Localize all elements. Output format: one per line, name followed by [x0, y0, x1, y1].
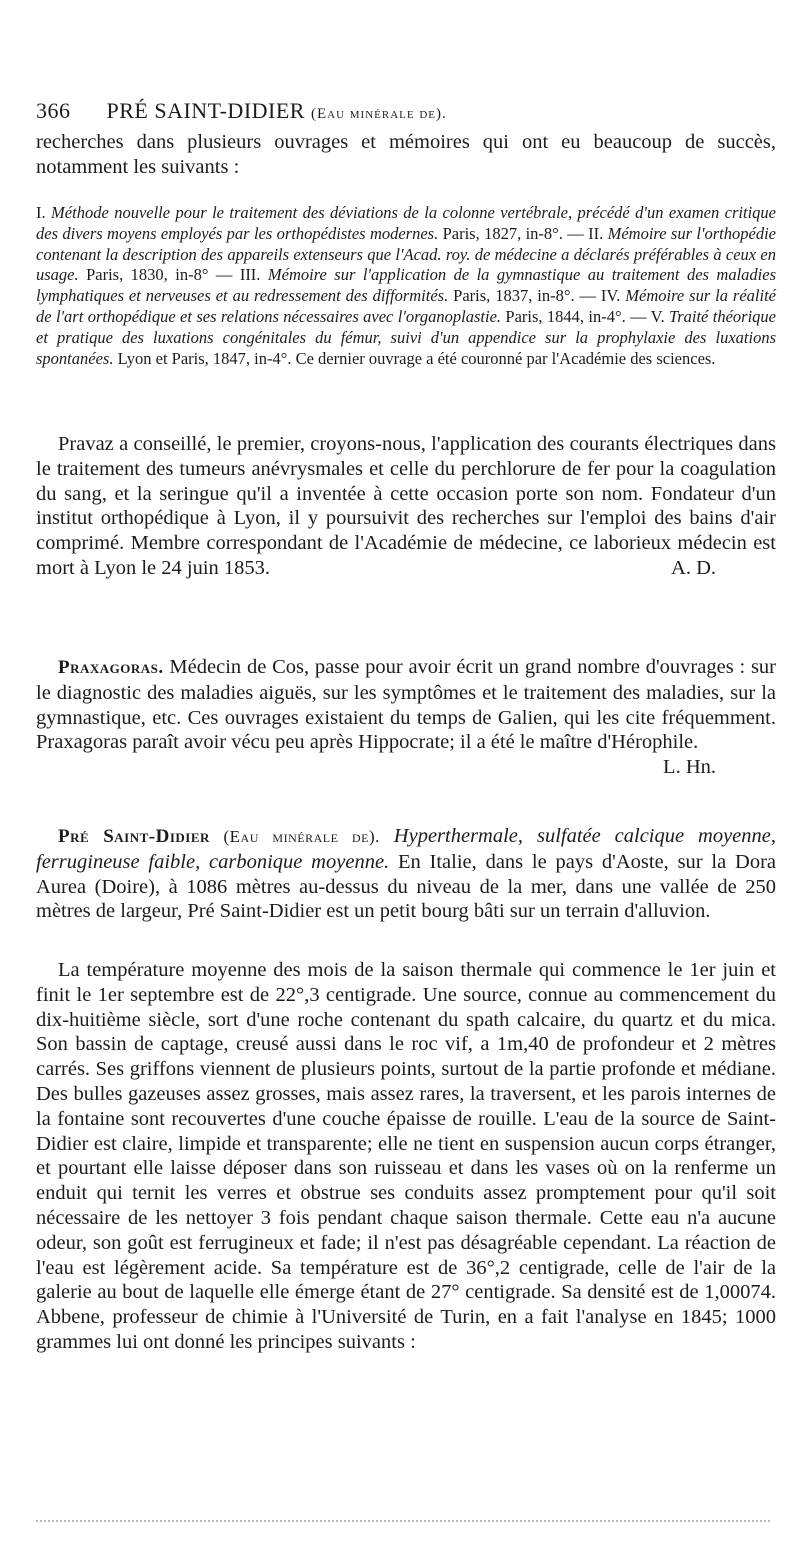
bib-part-11: Lyon et Paris, 1847, in-4°. Ce dernier ouvrage a été couronné par l'Académie des sciences.: [113, 348, 716, 368]
praxagoras-heading: Praxagoras.: [58, 657, 164, 678]
bib-part-3: Paris, 1827, in-8°. — II.: [438, 223, 608, 243]
running-header: [36, 98, 772, 124]
source-description-paragraph: La température moyenne des mois de la saison thermale qui commence le 1er juin et finit le 1er septembre est de 22°,3 centigrade. Une source, connue au commencement du dix-huitième siècle, sort d'une roche contenant du spath calcaire, du quartz et du mica. Son bassin de captage, creusé aussi dans le roc vif, a 1m,40 de profondeur et 2 mètres carrés. Ses griffons viennent de plusieurs points, surtout de la partie profonde et médiane. Des bulles gazeuses assez grosses, mais assez rares, la traversent, et les parois internes de la fontaine sont recouvertes d'une couche épaisse de rouille. L'eau de la source de Saint-Didier est claire, limpide et transparente; elle ne tient en suspension aucun corps étranger, et pourtant elle laisse déposer dans son ruisseau et dans les vases où on la renferme un enduit qui ternit les verres et obstrue ses conduits assez promptement pour qu'il soit nécessaire de les nettoyer 3 fois pendant chaque saison thermale. Cette eau n'a aucune odeur, son goût est ferrugineux et fade; il n'est pas désagréable cependant. La réaction de l'eau est légèrement acide. Sa température est de 36°,2 centigrade, celle de l'air de la galerie au bout de laquelle elle émerge étant de 27° centigrade. Sa densité est de 1,00074. Abbene, professeur de chimie à l'Université de Turin, en a fait l'analyse en 1845; 1000 grammes lui ont donné les principes suivants :: [36, 959, 776, 1353]
pre-saint-didier-heading-paren: (Eau minérale de).: [209, 827, 380, 846]
header-title: PRÉ SAINT-DIDIER: [106, 98, 305, 123]
bib-part-1: I.: [36, 203, 52, 222]
praxagoras-paragraph: [36, 655, 776, 780]
bib-title-3: Mémoire sur l'application de la gymnastique au traitement des maladies lymphatiques et nerveuses et au redressement des difformités.: [36, 265, 776, 306]
bib-part-9: Paris, 1844, in-4°. — V.: [501, 306, 669, 326]
bib-part-5: Paris, 1830, in-8° — III.: [78, 265, 268, 285]
header-title-paren: (Eau minérale de).: [310, 106, 447, 122]
bib-title-5: Traité théorique et pratique des luxations congénitales du fémur, suivi d'un appendice sur la prophylaxie des luxations spontanées.: [36, 306, 776, 368]
page-number: 366: [36, 98, 71, 123]
pravaz-text: Pravaz a conseillé, le premier, croyons-nous, l'application des courants électriques dans le traitement des tumeurs anévrysmales et celle du perchlorure de fer pour la coagulation du sang, et la seringue qu'il a inventée à cette occasion porte son nom. Fondateur d'un institut orthopédique à Lyon, il y poursuivit des recherches sur l'emploi des bains d'air comprimé. Membre correspondant de l'Académie de médecine, ce laborieux médecin est mort à Lyon le 24 juin 1853.: [36, 433, 776, 579]
pre-saint-didier-heading: Pré Saint-Didier: [58, 826, 210, 847]
pre-saint-didier-paragraph: [36, 824, 776, 924]
bib-title-4: Mémoire sur la réalité de l'art orthopédique et ses relations nécessaires avec l'organoplastie.: [36, 286, 776, 326]
pravaz-signature: A. D.: [671, 556, 716, 579]
bib-title-1: Méthode nouvelle pour le traitement des déviations de la colonne vertébrale, précédé d'un examen critique des divers moyens employés par les orthopédistes modernes.: [36, 203, 776, 243]
bib-part-7: Paris, 1837, in-8°. — IV.: [448, 286, 626, 306]
bibliography-note: [36, 203, 776, 369]
bib-title-2: Mémoire sur l'orthopédie contenant la description des appareils extenseurs que l'Acad. roy. de médecine a déclarés préférables à ceux en usage.: [36, 223, 776, 285]
pravaz-paragraph: [36, 432, 776, 581]
pre-saint-didier-classification: Hyperthermale, sulfatée calcique moyenne, ferrugineuse faible, carbonique moyenne.: [36, 825, 777, 873]
intro-paragraph: recherches dans plusieurs ouvrages et mémoires qui ont eu beaucoup de succès, notamment les suivants :: [36, 131, 776, 178]
bottom-dotted-rule: [36, 1520, 770, 1524]
pre-saint-didier-location: En Italie, dans le pays d'Aoste, sur la Dora Aurea (Doire), à 1086 mètres au-dessus du niveau de la mer, dans une vallée de 250 mètres de largeur, Pré Saint-Didier est un petit bourg bâti sur un terrain d'alluvion.: [36, 850, 777, 923]
praxagoras-text: Médecin de Cos, passe pour avoir écrit un grand nombre d'ouvrages : sur le diagnostic des maladies aiguës, sur les symptômes et le traitement des maladies, sur la gymnastique, etc. Ces ouvrages existaient du temps de Galien, qui les cite fréquemment. Praxagoras paraît avoir vécu peu après Hippocrate; il a été le maître d'Hérophile.: [36, 656, 776, 754]
praxagoras-signature: L. Hn.: [663, 756, 716, 779]
